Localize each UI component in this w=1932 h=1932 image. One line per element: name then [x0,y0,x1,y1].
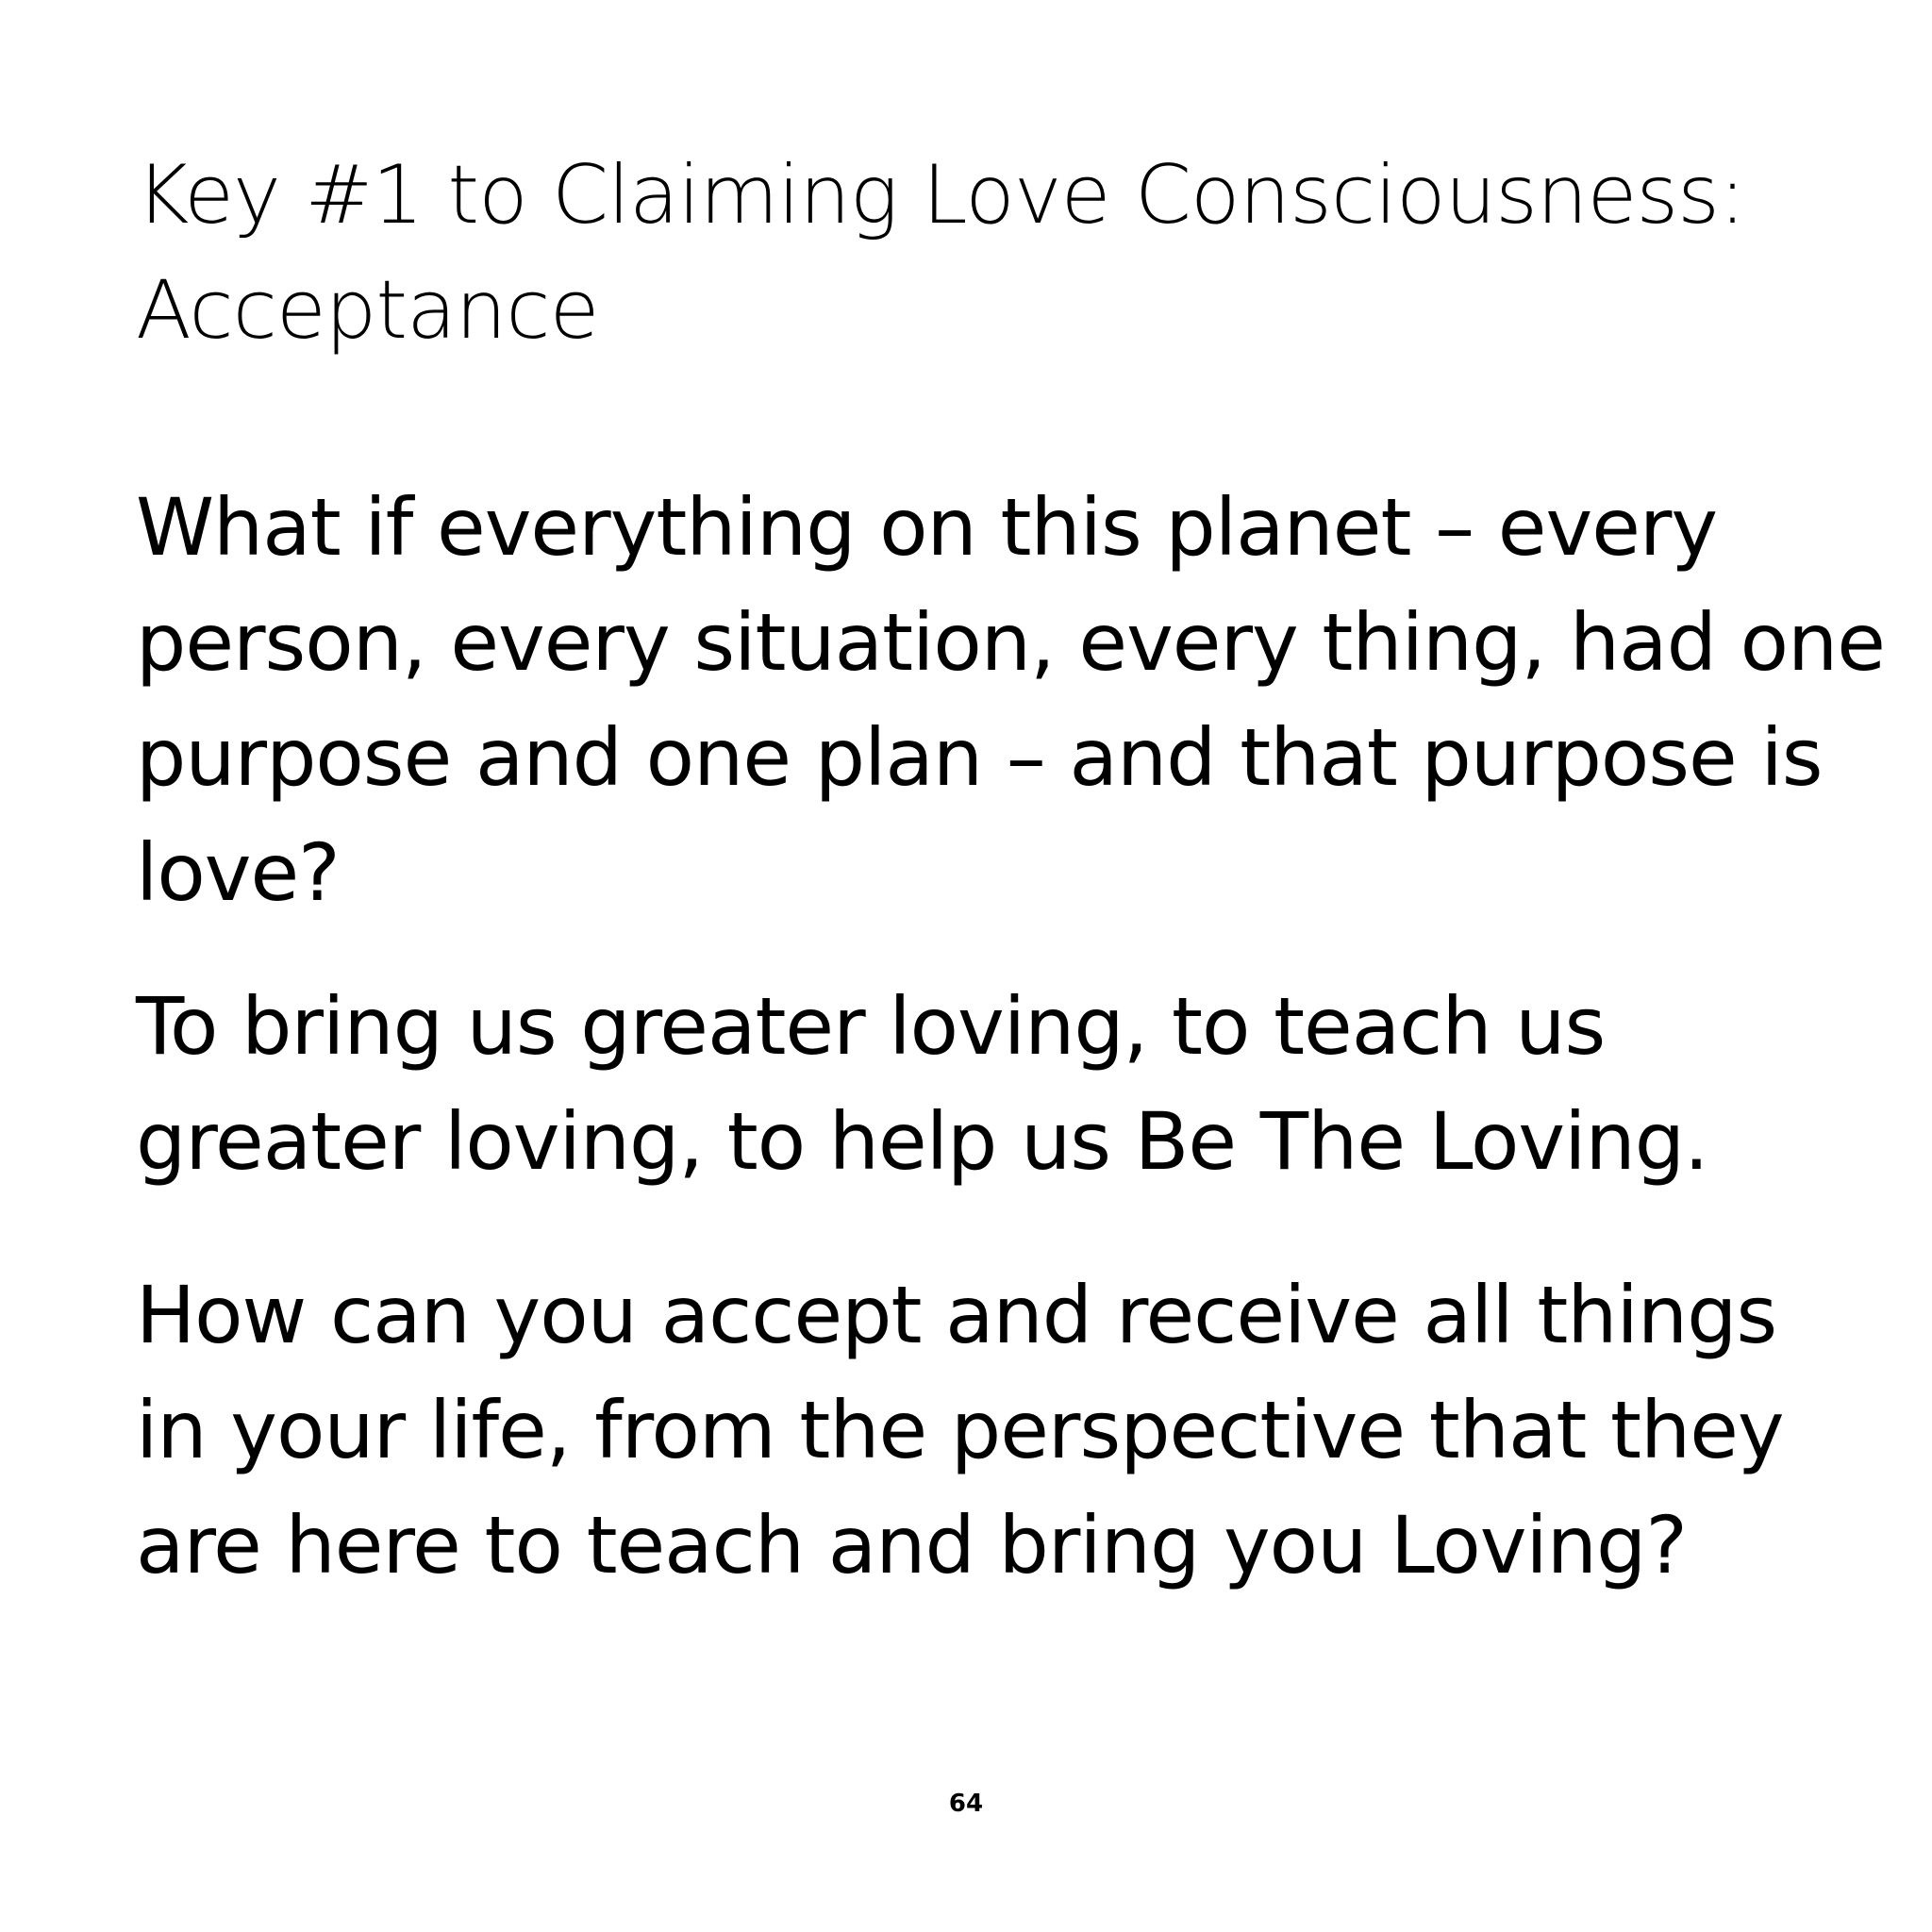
paragraph-line: To bring us greater loving, to teach us [136,980,1606,1073]
paragraph-line: greater loving, to help us Be The Loving. [136,1095,1708,1188]
body-paragraph-1 [136,470,1885,930]
title-line: Acceptance [136,263,599,358]
paragraph-line: are here to teach and bring you Loving? [136,1499,1687,1591]
title-line: Key #1 to Claiming Love Consciousness: [136,148,1745,242]
paragraph-line: How can you accept and receive all things [136,1269,1777,1361]
page-number: 64 [948,1790,984,1818]
paragraph-line: person, every situation, every thing, had one [136,596,1885,689]
paragraph-line: What if everything on this planet – every [136,481,1718,574]
body-paragraph-2 [136,969,1853,1199]
paragraph-line: love? [136,826,340,919]
page-title [136,138,1834,368]
paragraph-line: in your life, from the perspective that they [136,1384,1784,1476]
body-paragraph-3 [136,1257,1853,1603]
paragraph-line: purpose and one plan – and that purpose is [136,711,1823,804]
